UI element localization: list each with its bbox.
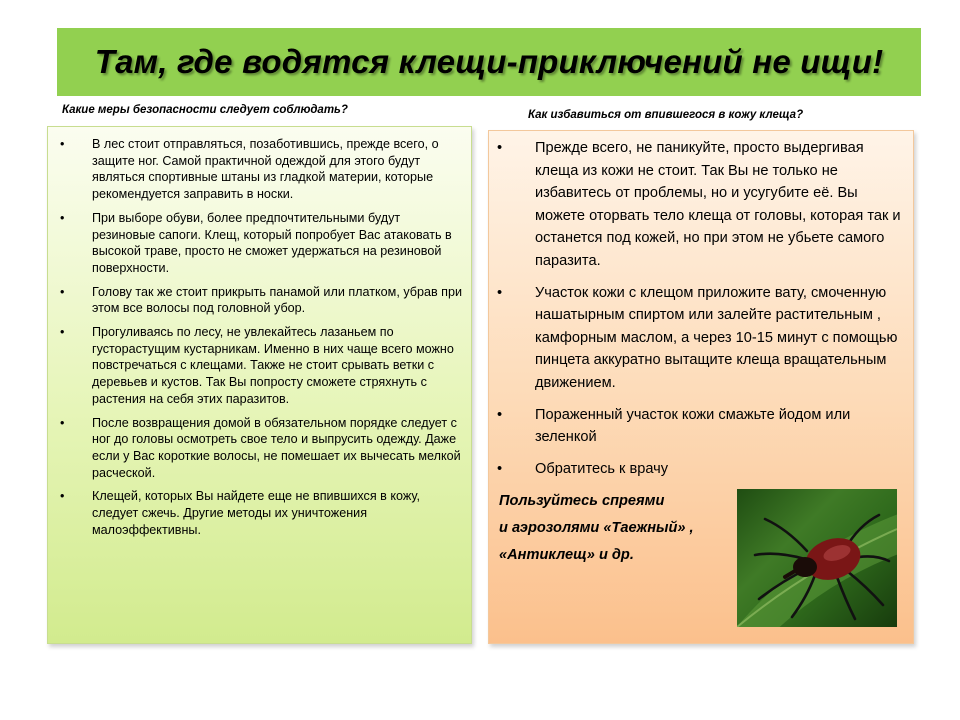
bullet-icon: • <box>497 460 503 477</box>
list-item-text: Прежде всего, не паникуйте, просто выдергивая клеща из кожи не стоит. Так Вы не только не избавитесь от проблемы, но и усугубите её. Вы можете оторвать тело клеща от головы, которая так и останется под кожей, но при этом не убьете самого паразита. <box>535 140 901 269</box>
left-heading: Какие меры безопасности следует соблюдать? <box>62 104 348 116</box>
list-item <box>489 137 909 273</box>
list-item <box>48 210 463 277</box>
spray-line: «Антиклещ» и др. <box>499 547 634 563</box>
list-item <box>489 282 909 395</box>
page-title: Там, где водятся клещи-приключений не ищи! <box>94 43 884 80</box>
spray-recommendation <box>499 488 694 569</box>
bullet-icon: • <box>60 137 65 151</box>
list-item-text: Обратитесь к врачу <box>535 460 669 477</box>
list-item <box>48 324 463 408</box>
list-item-text: При выборе обуви, более предпочтительными будут резиновые сапоги. Клещ, который попробует Вас атаковать в высокой траве, просто не сможет удержаться на резиновой поверхности. <box>92 210 452 275</box>
safety-measures-panel <box>47 126 472 644</box>
bullet-icon: • <box>60 415 65 430</box>
bullet-icon: • <box>60 489 65 504</box>
list-item-text: Пораженный участок кожи смажьте йодом или зеленкой <box>535 406 851 446</box>
tick-on-leaf-icon <box>737 489 897 627</box>
bullet-icon: • <box>60 325 65 340</box>
list-item-text: Голову так же стоит прикрыть панамой или платком, убрав при этом все волосы под головной убор. <box>92 284 463 316</box>
spray-line: Пользуйтесь спреями <box>499 493 665 509</box>
right-heading: Как избавиться от впившегося в кожу клеща? <box>528 109 804 121</box>
list-item-text: После возвращения домой в обязательном порядке следует с ног до головы осмотреть свое тело и выпрусить одежду. Даже если у Вас короткие волосы, не помешает их вычесать мелкой расческой. <box>92 415 461 480</box>
tick-removal-panel <box>488 130 914 644</box>
list-item <box>48 488 463 538</box>
removal-list <box>489 137 909 489</box>
list-item <box>489 404 909 449</box>
list-item-text: В лес стоит отправляться, позаботившись, прежде всего, о защите ног. Самой практичной одеждой для этого будут являться спортивные штаны из гладкой материи, которые рекомендуется заправить в носки. <box>92 137 439 202</box>
bullet-icon: • <box>60 210 65 225</box>
list-item <box>48 415 463 482</box>
safety-list <box>48 136 463 545</box>
list-item <box>48 284 463 317</box>
list-item-text: Прогуливаясь по лесу, не увлекайтесь лазаньем по густорастущим кустарникам. Именно в них чаще всего можно повстречаться с клещами. Также не стоит срывать ветки с деревьев и кустов. Так Вы попросту сможете стряхнуть с растения на себя этих паразитов. <box>92 325 454 406</box>
bullet-icon: • <box>497 284 503 301</box>
bullet-icon: • <box>497 406 503 423</box>
list-item <box>48 136 463 203</box>
list-item-text: Клещей, которых Вы найдете еще не впившихся в кожу, следует сжечь. Другие методы их уничтожения малоэффективны. <box>92 489 420 537</box>
list-item <box>489 458 909 481</box>
bullet-icon: • <box>497 140 503 156</box>
title-banner <box>57 28 921 96</box>
tick-photo <box>737 489 897 627</box>
list-item-text: Участок кожи с клещом приложите вату, смоченную нашатырным спиртом или залейте растительным , камфорным маслом, а через 10-15 минут с помощью пинцета аккуратно вытащите клеща вращательным движением. <box>535 284 898 391</box>
bullet-icon: • <box>60 284 65 299</box>
spray-line: и аэрозолями «Таежный» , <box>499 520 694 536</box>
